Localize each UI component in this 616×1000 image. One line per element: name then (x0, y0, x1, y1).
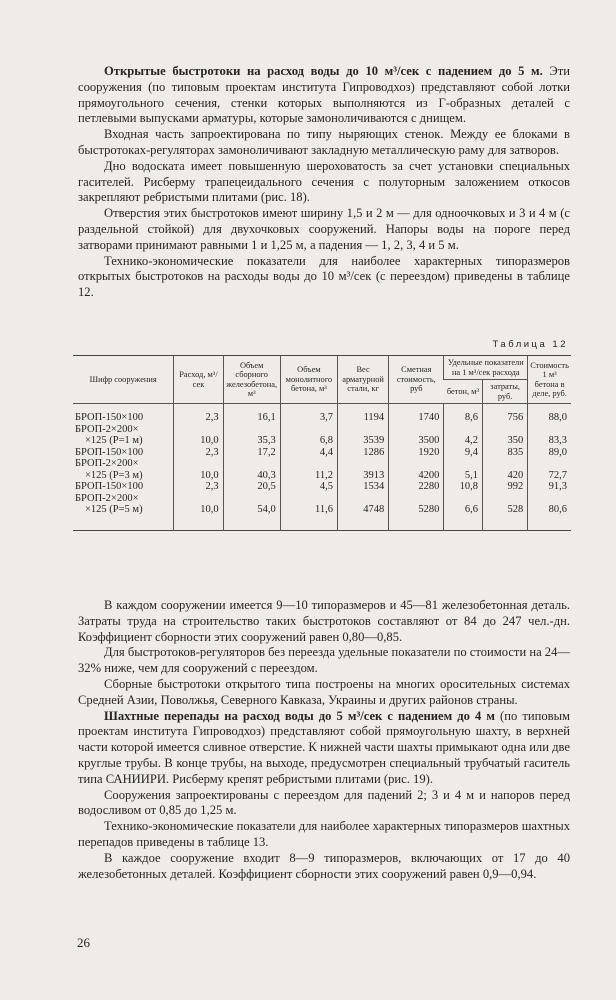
paragraph-text: (по типовым проектам института Гипроводхоз) представляют собой прямоугольную шахту, в верхней части которой имеется сливное отверстие. К нижней части шахты примыкают одна или две круглые трубы. В конце трубы, на выходе, предусмотрен специальный трубчатый гаситель типа САНИИРИ. Рисберму крепят ребристыми плитами (рис. 19). (78, 708, 571, 786)
header-udelnye: Удельные показатели на 1 м³/сек расхода (444, 356, 528, 380)
cell-stoim: 89,0 (528, 447, 571, 459)
cell-name: БРОП-2×200× (75, 423, 139, 435)
cell-name: БРОП-2×200× (75, 492, 139, 504)
cell-ves: 4748 (338, 504, 389, 530)
cell-monolit: 11,6 (280, 504, 337, 530)
table-row-label (73, 493, 571, 505)
header-zatraty: затраты, руб. (483, 380, 528, 404)
table-caption: Таблица 12 (492, 339, 568, 350)
cell-smet: 1740 (389, 404, 444, 424)
cell-stoim: 88,0 (528, 404, 571, 424)
cell-beton: 5,1 (444, 470, 483, 482)
text-block-bottom (78, 598, 570, 882)
paragraph: Технико-экономические показатели для наиболее характерных типоразмеров открытых быстротоков на расходы воды до 10 м³/сек (с переездом) приведены в таблице 12. (78, 253, 570, 300)
cell-name-cont: ×125 (P=3 м) (85, 469, 143, 481)
cell-smet: 2280 (389, 481, 444, 493)
paragraph-heading: Шахтные перепады на расход воды до 5 м³/сек с падением до 4 м (104, 708, 495, 723)
cell-beton: 8,6 (444, 404, 483, 424)
cell-beton: 10,8 (444, 481, 483, 493)
cell-name: БРОП-150×100 (75, 446, 144, 458)
cell-name: БРОП-150×100 (75, 481, 144, 493)
table-row (73, 481, 571, 493)
paragraph: Сборные быстротоки открытого типа построены на многих оросительных системах Средней Азии, Поволжья, Северного Кавказа, Украины и других районов страны. (78, 676, 570, 707)
header-ves: Вес арматурной стали, кг (338, 356, 389, 404)
cell-beton: 6,6 (444, 504, 483, 530)
header-rashod: Расход, м³/сек (174, 356, 223, 404)
cell-monolit: 3,7 (280, 404, 337, 424)
cell-monolit: 4,4 (280, 447, 337, 459)
paragraph: Сооружения запроектированы с переездом для падений 2; 3 и 4 м и напоров перед водосливом от 0,85 до 1,25 м. (78, 787, 570, 818)
cell-zatr: 756 (483, 404, 528, 424)
table-row (73, 504, 571, 530)
cell-stoim: 72,7 (528, 470, 571, 482)
cell-ves: 3913 (338, 470, 389, 482)
cell-rashod: 10,0 (174, 470, 223, 482)
paragraph: Дно водоската имеет повышенную шероховатость за счет установки специальных гасителей. Рисберму трапецеидального сечения с полуторным заложением откосов закрепляют ребристыми плитами (рис. 18). (78, 158, 570, 205)
header-smetnaya: Сметная стоимость, руб (389, 356, 444, 404)
paragraph: Отверстия этих быстротоков имеют ширину 1,5 и 2 м — для одноочковых и 3 и 4 м (с раздельной стойкой) для двухочковых сооружений. Напоры воды на пороге перед затворами принимают равными 1 и 1,25 м, а падения — 1, 2, 3, 4 и 5 м. (78, 206, 570, 252)
cell-zatr: 350 (483, 435, 528, 447)
cell-stoim: 80,6 (528, 504, 571, 530)
paragraph: В каждом сооружении имеется 9—10 типоразмеров и 45—81 железобетонная деталь. Затраты труда на строительство таких быстротоков составляют от 84 до 247 чел.-дн. Коэффициент сборности этих сооружений равен 0,80—0,85. (78, 598, 570, 644)
cell-smet: 5280 (389, 504, 444, 530)
cell-name-cont: ×125 (P=5 м) (85, 504, 143, 516)
cell-sborn: 54,0 (223, 504, 280, 530)
cell-sborn: 35,3 (223, 435, 280, 447)
cell-beton: 4,2 (444, 435, 483, 447)
cell-sborn: 16,1 (223, 404, 280, 424)
table-row-label (73, 458, 571, 470)
cell-ves: 1534 (338, 481, 389, 493)
cell-rashod: 10,0 (174, 504, 223, 530)
cell-monolit: 4,5 (280, 481, 337, 493)
table-row-label (73, 424, 571, 436)
paragraph-text: Эти сооружения (по типовым проектам института Гипроводхоз) представляют собой лотки прямоугольного сечения, стенки которых выполняются из Г-образных деталей с петлевыми выпусками арматуры, которые замоноличиваются с днищем. (78, 64, 570, 126)
cell-ves: 1194 (338, 404, 389, 424)
paragraph-shaft-drops (78, 709, 570, 788)
cell-name: БРОП-150×100 (75, 412, 144, 424)
cell-sborn: 40,3 (223, 470, 280, 482)
cell-rashod: 2,3 (174, 481, 223, 493)
header-stoimost: Стоимость 1 м³ бетона в деле, руб. (528, 356, 571, 404)
table-row (73, 447, 571, 459)
header-obem-monolit: Объем монолитного бетона, м³ (280, 356, 337, 404)
cell-monolit: 6,8 (280, 435, 337, 447)
text-block-top (78, 64, 570, 301)
cell-rashod: 2,3 (174, 447, 223, 459)
paragraph-heading: Открытые быстротоки на расход воды до 10 м³/сек с падением до 5 м. (104, 64, 543, 78)
cell-ves: 1286 (338, 447, 389, 459)
cell-smet: 1920 (389, 447, 444, 459)
page-number: 26 (77, 935, 90, 950)
paragraph: В каждое сооружение входит 8—9 типоразмеров, включающих от 17 до 40 железобетонных деталей. Коэффициент сборности этих сооружений равен 0,9—0,94. (78, 850, 570, 881)
cell-zatr: 528 (483, 504, 528, 530)
cell-smet: 4200 (389, 470, 444, 482)
cell-stoim: 91,3 (528, 481, 571, 493)
cell-ves: 3539 (338, 435, 389, 447)
table-row (73, 470, 571, 482)
paragraph: Технико-экономические показатели для наиболее характерных типоразмеров шахтных перепадов приведены в таблице 13. (78, 819, 570, 849)
paragraph: Входная часть запроектирована по типу ныряющих стенок. Между ее блоками в быстротоках-регуляторах замоноличивают закладную металлическую раму для затворов. (78, 127, 570, 157)
header-beton: бетон, м³ (444, 380, 483, 404)
cell-zatr: 420 (483, 470, 528, 482)
cell-rashod: 2,3 (174, 404, 223, 424)
cell-sborn: 20,5 (223, 481, 280, 493)
header-obem-sborn: Объем сборного железобетона, м³ (223, 356, 280, 404)
cell-zatr: 835 (483, 447, 528, 459)
cell-beton: 9,4 (444, 447, 483, 459)
paragraph-open-chutes (78, 64, 570, 127)
cell-zatr: 992 (483, 481, 528, 493)
table-row (73, 404, 571, 424)
cell-smet: 3500 (389, 435, 444, 447)
paragraph: Для быстротоков-регуляторов без переезда удельные показатели по стоимости на 24—32% ниже, чем для сооружений с переездом. (78, 645, 570, 676)
data-table (73, 355, 571, 531)
cell-name-cont: ×125 (P=1 м) (85, 435, 143, 447)
cell-rashod: 10,0 (174, 435, 223, 447)
header-shifr: Шифр сооружения (73, 356, 174, 404)
cell-name: БРОП-2×200× (75, 458, 139, 470)
cell-monolit: 11,2 (280, 470, 337, 482)
cell-sborn: 17,2 (223, 447, 280, 459)
cell-stoim: 83,3 (528, 435, 571, 447)
table-row (73, 435, 571, 447)
